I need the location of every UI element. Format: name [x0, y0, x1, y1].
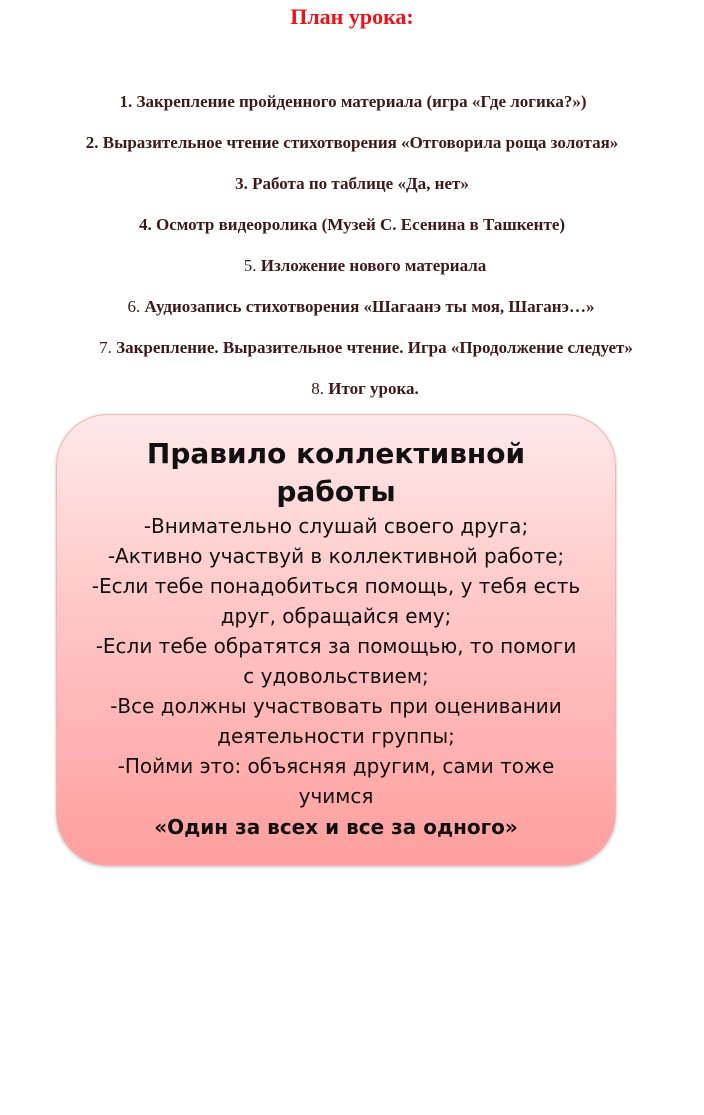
- teamwork-rules-box: [56, 414, 616, 866]
- plan-item-number: 5.: [243, 256, 257, 275]
- rule-item: -Все должны участвовать при оценивании деятельности группы;: [110, 694, 562, 748]
- rule-item: -Если тебе обратятся за помощью, то помоги с удовольствием;: [95, 634, 577, 688]
- plan-item-text: Закрепление пройденного материала (игра «Где логика?»): [136, 92, 587, 111]
- plan-item-text: Аудиозапись стихотворения «Шагаанэ ты моя, Шаганэ…»: [144, 297, 595, 316]
- plan-item-text: Итог урока.: [328, 379, 419, 398]
- plan-item-number: 1.: [119, 92, 133, 111]
- plan-item-4: [0, 211, 704, 252]
- rule-item: -Если тебе понадобиться помощь, у тебя есть друг, обращайся ему;: [91, 574, 581, 628]
- plan-item-number: 8.: [311, 379, 324, 398]
- plan-item-text: Осмотр видеоролика (Музей С. Есенина в Ташкенте): [155, 215, 566, 234]
- plan-item-number: 7.: [99, 338, 112, 357]
- plan-item-2: [0, 129, 704, 170]
- rule-item: -Пойми это: объясняя другим, сами тоже учимся: [117, 754, 555, 808]
- rule-item: -Активно участвуй в коллективной работе;: [107, 544, 565, 568]
- rule-item: -Внимательно слушай своего друга;: [143, 514, 529, 538]
- plan-item-number: 4.: [138, 215, 152, 234]
- page-title: План урока:: [290, 4, 414, 29]
- plan-item-8: [0, 375, 704, 416]
- plan-item-number: 2.: [85, 133, 99, 152]
- rules-list: [91, 511, 581, 811]
- plan-item-text: Изложение нового материала: [260, 256, 487, 275]
- plan-item-text: Работа по таблице «Да, нет»: [252, 174, 469, 193]
- plan-item-3: [0, 170, 704, 211]
- rules-title: Правило коллективной работы: [146, 437, 526, 508]
- motto: «Один за всех и все за одного»: [154, 815, 518, 839]
- plan-item-number: 6.: [127, 297, 141, 316]
- plan-item-text: Закрепление. Выразительное чтение. Игра «Продолжение следует»: [116, 338, 633, 357]
- plan-item-6: [0, 293, 704, 334]
- plan-item-5: [0, 252, 704, 293]
- plan-item-1: [0, 88, 704, 129]
- plan-item-number: 3.: [235, 174, 248, 193]
- lesson-plan-list: [0, 88, 704, 416]
- plan-item-text: Выразительное чтение стихотворения «Отговорила роща золотая»: [102, 133, 619, 152]
- plan-item-7: [0, 334, 704, 375]
